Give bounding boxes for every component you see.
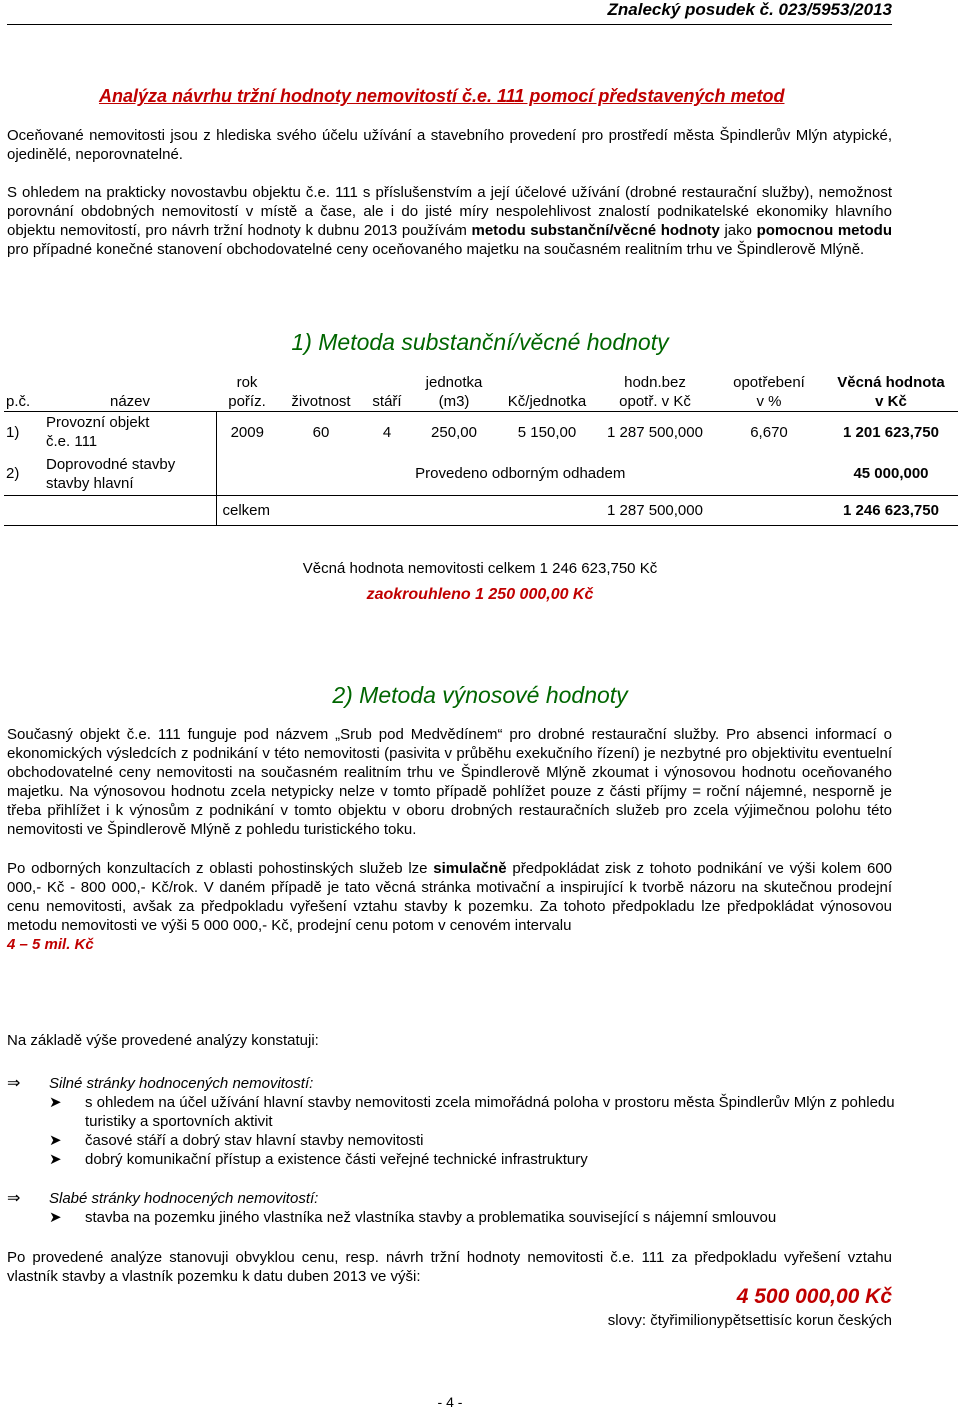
- arrowhead-icon: ➤: [49, 1209, 62, 1226]
- header-nazev: název: [109, 392, 151, 410]
- analysis-paragraph-2: [7, 183, 892, 259]
- row1-hodn: 1 287 500,000: [607, 423, 703, 441]
- row1-pc: 1): [6, 423, 20, 441]
- final-statement: Po provedené analýze stanovuji obvyklou cenu, resp. návrh tržní hodnoty nemovitosti č.e. 111 za předpokladu vyřešení vztahu vlastník stavby a vlastník pozemku k datu duben 2013 ve výši:: [7, 1249, 892, 1285]
- analysis-p2-text-c: jako: [724, 222, 752, 239]
- header-opotrebeni: opotřebení v %: [733, 373, 805, 410]
- table-row: [4, 411, 958, 453]
- table-header-row: [4, 371, 958, 411]
- analysis-p2-bold-method: metodu substanční/věcné hodnoty: [471, 222, 720, 239]
- valuation-table: [4, 371, 958, 526]
- double-arrow-icon: ⇒: [7, 1075, 21, 1092]
- page-number: - 4 -: [437, 1394, 463, 1410]
- header-zivotnost: životnost: [291, 392, 351, 410]
- strengths-section: [7, 1074, 907, 1169]
- row1-kc-jednotka: 5 150,00: [517, 423, 577, 441]
- method2-paragraph-1: Současný objekt č.e. 111 funguje pod názvem „Srub pod Medvědínem“ pro drobné restaurační služby. Pro absenci informací o ekonomických výsledcích z podnikání v této nemovitosti (pasivita v průběhu exekučního řízení) je nezbytné pro objektivitu eventuelní obchodovatelné ceny nemovitosti na současném realitním trhu ve Špindlerově Mlýně zkoumat i výnosovou hodnotu oceňovaného majetku. Na výnosovou hodnotu zcela netypicky nelze v tomto případě pohlížet pouze z části příjmy = roční nájemné, nesporně je třeba přihlížet i k výnosům z podnikání v tomto objektu v oboru drobných restauračních služeb pro zcela výjimečnou polohu této nemovitosti ve Špindlerově Mlýně z pohledu turistického toku.: [7, 726, 892, 838]
- weaknesses-section: [7, 1189, 907, 1227]
- row1-jednotka: 250,00: [431, 423, 477, 441]
- method2-title: 2) Metoda výnosové hodnoty: [332, 682, 628, 708]
- total-vecna: 1 246 623,750: [824, 495, 958, 525]
- simulation-bold: simulačně: [433, 860, 507, 877]
- price-in-words: slovy: čtyřimilionypětsettisíc korun českých: [607, 1312, 892, 1329]
- row1-opotrebeni: 6,670: [750, 423, 788, 441]
- analysis-p2-text-e: pro případné konečné stanovení obchodovatelné ceny oceňovaného majetku na současném realitním trhu ve Špindlerově Mlýně.: [7, 241, 865, 258]
- row2-nazev: Doprovodné stavby stavby hlavní: [44, 453, 216, 495]
- header-stari: stáří: [372, 392, 402, 410]
- header-divider: [7, 24, 892, 25]
- table-total-row: [4, 495, 958, 525]
- header-jednotka: jednotka (m3): [425, 373, 483, 410]
- method1-summary: Věcná hodnota nemovitosti celkem 1 246 623,750 Kč: [302, 560, 658, 577]
- list-item: ➤ časové stáří a dobrý stav hlavní stavby nemovitosti: [49, 1132, 424, 1149]
- analysis-p2-text-a: S ohledem na prakticky novostavbu objektu č.e. 111 s příslušenstvím a její účelové užívání (drobné restaurační služby), nemožnost porovnání obdobných nemovitostí v místě a čase, ale i do jisté míry nespolehlivost znalostí podnikatelské ekonomiky hlavního objektu nemovitostí, pro návrh tržní hodnoty k dubnu 2013 používám: [7, 184, 892, 239]
- list-item: ➤ stavba na pozemku jiného vlastníka než vlastníka stavby a problematika související s nájemní smlouvou: [49, 1209, 777, 1226]
- arrowhead-icon: ➤: [49, 1094, 62, 1111]
- weaknesses-title: Slabé stránky hodnocených nemovitostí:: [49, 1190, 319, 1207]
- row1-stari: 4: [382, 423, 392, 441]
- method1-title: 1) Metoda substanční/věcné hodnoty: [291, 329, 669, 355]
- double-arrow-icon: ⇒: [7, 1190, 21, 1207]
- list-item: ➤ dobrý komunikační přístup a existence části veřejné technické infrastruktury: [49, 1151, 588, 1168]
- header-rok: rok poříz.: [228, 373, 266, 410]
- analysis-paragraph-1: Oceňované nemovitosti jsou z hlediska svého účelu užívání a stavebního provedení pro prostředí města Špindlerův Mlýn atypické, ojedinělé, neporovnatelné.: [7, 127, 892, 163]
- analysis-p2-bold-aux: pomocnou metodu: [756, 222, 893, 239]
- table-row: [4, 453, 958, 495]
- header-kc-jednotka: Kč/jednotka: [507, 392, 587, 410]
- strengths-title: Silné stránky hodnocených nemovitostí:: [49, 1075, 314, 1092]
- final-price: 4 500 000,00 Kč: [736, 1285, 892, 1308]
- document-header: Znalecký posudek č. 023/5953/2013: [607, 0, 892, 19]
- analysis-title: Analýza návrhu tržní hodnoty nemovitostí č.e. 111 pomocí představených metod: [99, 86, 785, 106]
- row1-vecna: 1 201 623,750: [843, 423, 939, 441]
- row2-note: Provedeno odborným odhadem: [216, 453, 824, 495]
- arrowhead-icon: ➤: [49, 1151, 62, 1168]
- price-interval: 4 – 5 mil. Kč: [7, 936, 94, 953]
- row1-rok: 2009: [230, 423, 264, 441]
- header-pc: p.č.: [6, 392, 31, 410]
- total-label: celkem: [216, 495, 596, 525]
- header-hodn: hodn.bez opotř. v Kč: [619, 373, 691, 410]
- header-vecna: Věcná hodnota v Kč: [837, 373, 945, 410]
- row2-vecna: 45 000,000: [824, 453, 958, 495]
- row2-pc: 2): [4, 453, 44, 495]
- list-item: ➤ s ohledem na účel užívání hlavní stavby nemovitosti zcela mimořádná poloha v prostoru města Špindlerův Mlýn z pohledu turistiky a sportovních aktivit: [49, 1094, 895, 1130]
- method1-rounded: zaokrouhleno 1 250 000,00 Kč: [366, 586, 594, 603]
- total-hodn: 1 287 500,000: [596, 495, 714, 525]
- method2-paragraph-2: Po odborných konzultacích z oblasti pohostinských služeb lze simulačně předpokládat zisk z tohoto podnikání ve výši kolem 600 000,- Kč - 800 000,- Kč/rok. V daném případě je tato věcná stránka motivační a inspirující k tvorbě názoru na skutečnou prodejní cenu nemovitosti, avšak za předpokladu vyřešení vztahu stavby k pozemku. Za tohoto předpokladu lze předpokládat výnosovou metodu nemovitosti ve výši 5 000 000,- Kč, prodejní cenu potom v cenovém intervalu 4 – 5 mil. Kč: [7, 860, 892, 953]
- arrowhead-icon: ➤: [49, 1132, 62, 1149]
- conclusion-intro: Na základě výše provedené analýzy konstatuji:: [7, 1032, 319, 1049]
- row1-zivotnost: 60: [312, 423, 330, 441]
- row1-nazev: Provozní objekt č.e. 111: [44, 411, 216, 453]
